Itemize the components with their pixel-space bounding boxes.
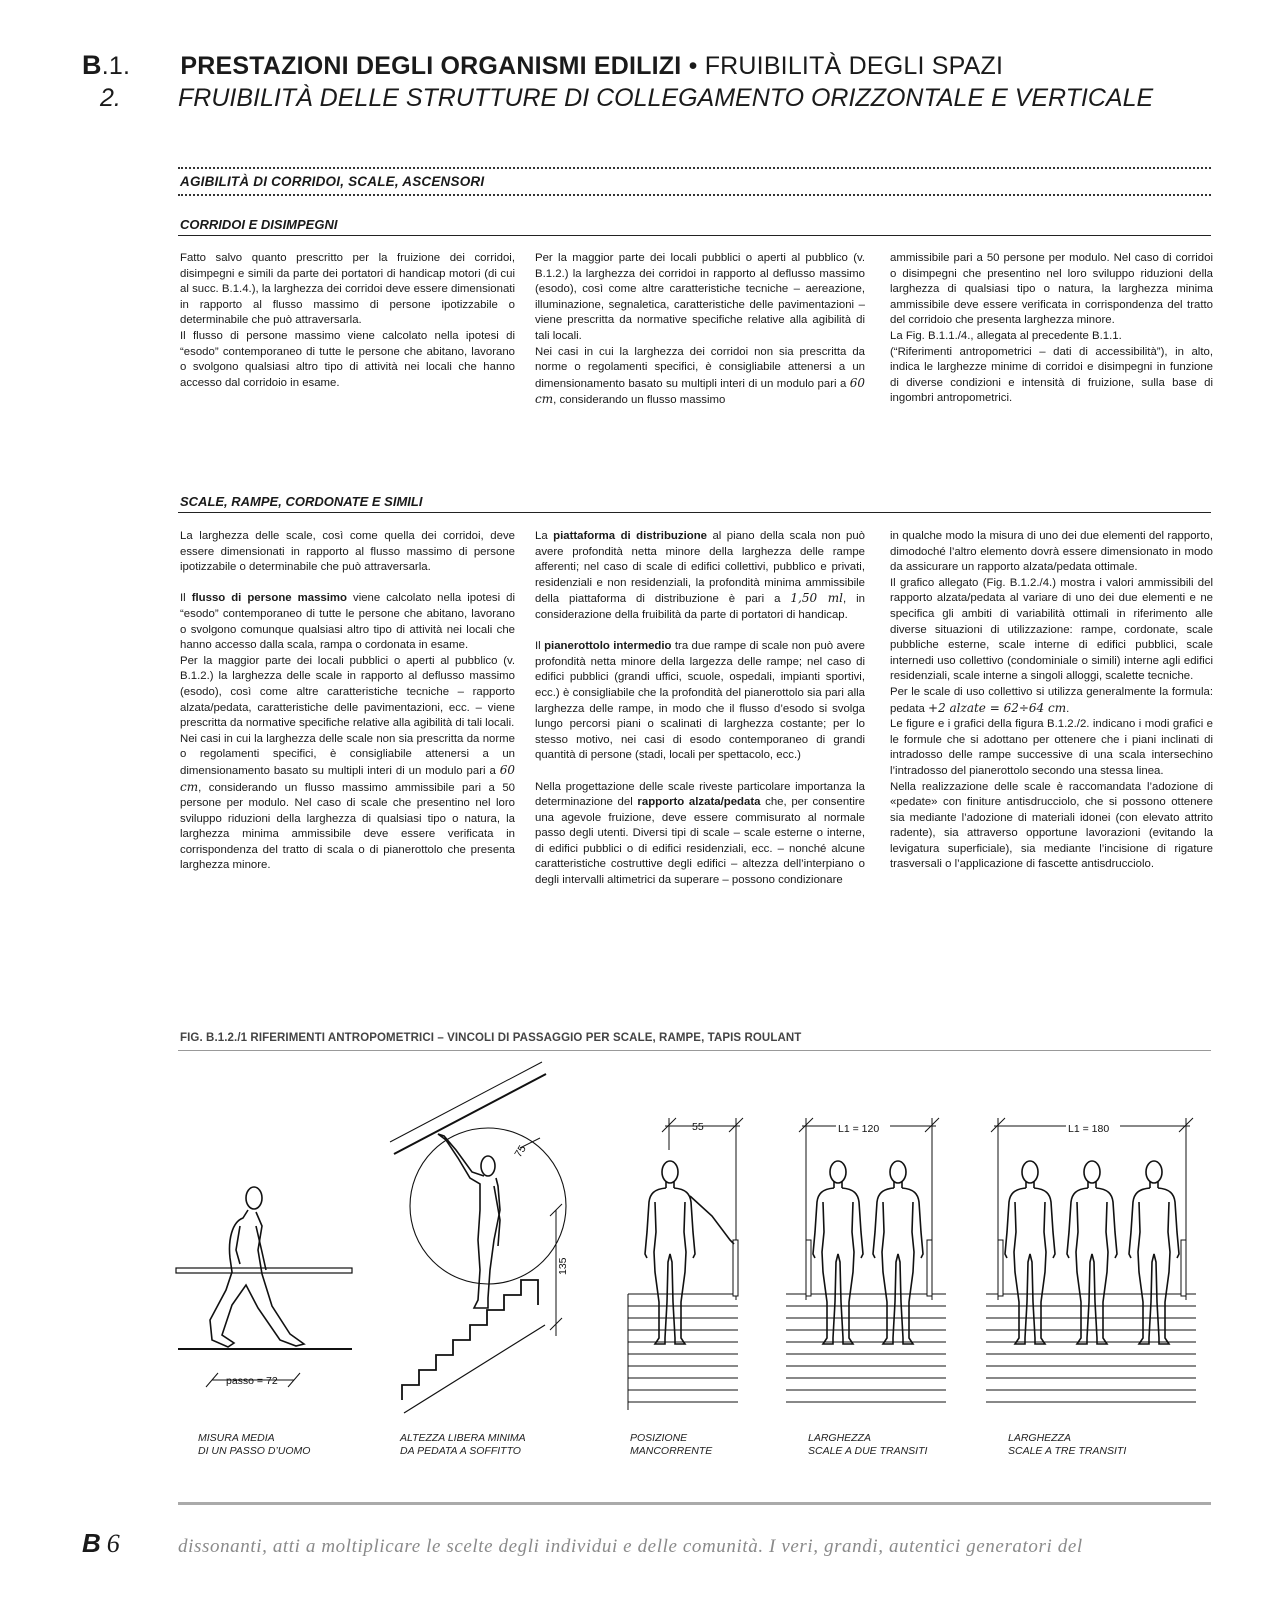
paragraph: Per la maggior parte dei locali pubblici o aperti al pubblico (v. B.1.2.) la larghezza delle scale in rapporto al deflusso massimo (esodo), così come altre caratteristiche tecniche – rapporto alzata/pedata, caratteristiche delle pavimentazioni, ecc. – viene prescritta da normative specifiche relative alla agibilità di tali locali. — [180, 654, 515, 730]
page-letter: B — [82, 1528, 101, 1558]
formula: +2 alzate = 62÷64 cm — [928, 700, 1067, 715]
dim-passo: passo = 72 — [226, 1375, 278, 1387]
dim-135: 135 — [557, 1257, 569, 1275]
paragraph: La piattaforma di distribuzione al piano della scala non può avere profondità netta minore della larghezza delle rampe afferenti; nel caso di scale di edifici collettivi, pubblico e privati, residenziali e non residenziali, la profondità minima ammissibile della piattaforma di distribuzione è pari a 1,50 ml, in considerazione della fruibilità da parte di portatori di handicap. — [535, 530, 865, 621]
subsection-scale-title: SCALE, RAMPE, CORDONATE E SIMILI — [180, 494, 423, 509]
chapter-topic: FRUIBILITÀ DEGLI SPAZI — [704, 52, 1004, 80]
paragraph: Il grafico allegato (Fig. B.1.2./4.) mostra i valori ammissibili del rapporto alzata/pedata al variare di uno dei due elementi e ne specifica gli ambiti di variabilità ottimali in riferimento alle diverse situazioni di utilizzazione: rampe, cordonate, scale pubbliche esterne, scale interne di edifici pubblici, scale internedi uso collettivo (condominiale o simili) interne agli edifici residenziali, scale interne a singoli alloggi, scalette tecniche. — [890, 576, 1213, 683]
bold-term: pianerottolo intermedio — [544, 640, 672, 653]
subsection-title: FRUIBILITÀ DELLE STRUTTURE DI COLLEGAMENTO ORIZZONTALE E VERTICALE — [178, 84, 1154, 112]
text-run: , considerando un flusso massimo — [553, 394, 726, 407]
measure: 60 cm — [535, 375, 865, 407]
paragraph: La Fig. B.1.1./4., allegata al precedente B.1.1. — [890, 329, 1122, 342]
panel-caption-2: ALTEZZA LIBERA MINIMA DA PEDATA A SOFFITTO — [400, 1432, 526, 1457]
measure: 60 cm — [180, 762, 515, 794]
paragraph: Le figure e i grafici della figura B.1.2./2. indicano i modi grafici e le formule che si adottano per ottenere che i piani inclinati di intradosso delle rampe successive di una scala intersechino l’intradosso del pianerottolo secondo una stessa linea. — [890, 718, 1213, 777]
paragraph: Nei casi in cui la larghezza delle scale non sia prescritta da norme o regolamenti specifici, è consigliabile attenersi a un dimensionamento basato su multipli interi di un modulo pari a 60 cm, considerando un flusso massimo ammissibile pari a 50 persone per modulo. Nel caso di scale che presentino nel loro sviluppo riduzioni della larghezza di qualsiasi tipo o natura, la larghezza minima ammissibile deve essere verificata in corrispondenza del tratto di scala o di pianerottolo che presenta larghezza minore. — [180, 732, 515, 872]
headroom-figure — [390, 1062, 566, 1413]
paragraph: Il flusso di persone massimo viene calcolato nella ipotesi di “esodo” contemporaneo di tutte le persone che abitano, lavorano o svolgono comunque qualsiasi altro tipo di attività nei locali che hanno accesso dalla scala, rampa o cordonata in esame. — [180, 592, 515, 652]
panel-caption-3: POSIZIONE MANCORRENTE — [630, 1432, 713, 1457]
dim-55: 55 — [692, 1121, 704, 1133]
page-number — [82, 1528, 120, 1559]
text-run: Nei casi in cui la larghezza dei corridoi non sia prescritta da norme o regolamenti specifici, è consigliabile attenersi a un dimensionamento basato su multipli interi di un modulo pari a — [535, 345, 865, 390]
paragraph: La larghezza delle scale, così come quella dei corridoi, deve essere dimensionati in rapporto al flusso massimo di persone ipotizzabile o determinabile che può attraversarla. — [180, 530, 515, 574]
dim-75: 75 — [512, 1143, 529, 1160]
chapter-title: PRESTAZIONI DEGLI ORGANISMI EDILIZI — [180, 52, 682, 80]
paragraph: Fatto salvo quanto prescritto per la fruizione dei corridoi, disimpegni e simili da parte dei portatori di handicap motori (di cui al succ. B.1.4.), la larghezza dei corridoi deve essere dimensionati in rapporto al flusso massimo di persone ipotizzabile o determinabile che può attraversarla. — [180, 252, 515, 327]
panel-caption-4: LARGHEZZA SCALE A DUE TRANSITI — [808, 1432, 928, 1457]
subsection-corridoi-title: CORRIDOI E DISIMPEGNI — [180, 217, 338, 232]
paragraph: Nella progettazione delle scale riveste particolare importanza la determinazione del rapporto alzata/pedata che, per consentire una agevole fruizione, deve essere commisurato al normale passo degli utenti. Diversi tipi di scale – scale esterne o interne, di edifici pubblici o di edifici residenziali, ecc. – nonché alcune caratteristiche costruttive degli edifici – altezza dell’interpiano o degli intervalli altimetrici da superare – possono condizionare — [535, 780, 865, 887]
section-letter: B — [82, 50, 102, 80]
page-digit: 6 — [106, 1529, 120, 1558]
title-bullet: • — [688, 52, 698, 80]
paragraph: Il pianerottolo intermedio tra due rampe di scale non può avere profondità netta minore della largezza delle rampe; nel caso di edifici pubblici (grandi uffici, scuole, ospedali, impianti sportivi, ecc.) è consigliabile che la profondità del pianerottolo sia pari alla larghezza delle rampe, in modo che il flusso d’esodo si svolga lungo percorsi piani o scalinati di larghezza costante; per lo stesso motivo, nei casi di esodo contemporaneo di grandi quantità di persone (stadi, locali per spettacolo, ecc.) — [535, 640, 865, 762]
figure-caption: FIG. B.1.2./1 RIFERIMENTI ANTROPOMETRICI – VINCOLI DI PASSAGGIO PER SCALE, RAMPE, TAPIS ROULANT — [180, 1032, 802, 1044]
measure: 1,50 ml — [790, 591, 843, 606]
paragraph: Il flusso di persone massimo viene calcolato nella ipotesi di “esodo” contemporaneo di tutte le persone che abitano, lavorano o svolgono qualsiasi altro tipo di attività nei locali che hanno accesso dal corridoio in esame. — [180, 329, 515, 389]
walking-figure — [176, 1187, 352, 1387]
dim-l1-120: L1 = 120 — [838, 1123, 880, 1135]
paragraph: ammissibile pari a 50 persone per modulo. Nel caso di corridoi o disimpegni che presentino nel loro sviluppo riduzioni della larghezza di qualsiasi tipo o natura, la larghezza minima ammissibile deve essere verificata in corrispondenza del tratto del corridoio che presenta larghezza minore. — [890, 252, 1213, 327]
section-number: .1. — [101, 52, 131, 80]
paragraph: (“Riferimenti antropometrici – dati di accessibilità”), in alto, indica le larghezze minime di corridoi e disimpegni in funzione di diverse condizioni e intensità di fruizione, sulla base di ingombri antropometrici. — [890, 345, 1213, 405]
section-title: AGIBILITÀ DI CORRIDOI, SCALE, ASCENSORI — [180, 174, 485, 189]
bold-term: flusso di persone massimo — [191, 592, 348, 605]
bold-term: rapporto alzata/pedata — [637, 796, 761, 809]
handrail-figure — [628, 1118, 743, 1410]
panel-caption-1: MISURA MEDIA DI UN PASSO D’UOMO — [198, 1432, 311, 1457]
panel-caption-5: LARGHEZZA SCALE A TRE TRANSITI — [1008, 1432, 1127, 1457]
running-text: dissonanti, atti a moltiplicare le scelte degli individui e delle comunità. I veri, grandi, autentici generatori del — [178, 1536, 1083, 1557]
paragraph: Nella realizzazione delle scale è raccomandata l’adozione di «pedate» con finiture antisdrucciolo, che si possono ottenere sia mediante l’adozione di materiali idonei (con elevato attrito radente), sia attraverso opportune lavorazioni (evitando la levigatura superficiale), sia mediante l’incisione di rigature trasversali o l’applicazione di fascette antisdrucciolo. — [890, 780, 1213, 871]
footer-rule — [178, 1502, 1211, 1505]
three-transit-figure — [986, 1118, 1196, 1402]
paragraph: in qualche modo la misura di uno dei due elementi del rapporto, dimodoché l’altro elemento dovrà essere dimensionato in modo da assicurare un rapporto alzata/pedata ottimale. — [890, 530, 1213, 574]
paragraph: Per la maggior parte dei locali pubblici o aperti al pubblico (v. B.1.2.) la larghezza dei corridoi in rapporto al deflusso massimo (esodo), così come altre caratteristiche tecniche – aereazione, illuminazione, segnaletica, caratteristiche delle pavimentazioni – viene prescritta da normative specifiche relative alla agibilità di tali locali. — [535, 252, 865, 342]
dim-l1-180: L1 = 180 — [1068, 1123, 1110, 1135]
paragraph: Per le scale di uso collettivo si utilizza generalmente la formula: pedata +2 alzate = 62÷64 cm. — [890, 685, 1213, 715]
subsection-number: 2. — [100, 84, 121, 112]
bold-term: piattaforma di distribuzione — [553, 530, 707, 542]
two-transit-figure — [786, 1118, 946, 1402]
